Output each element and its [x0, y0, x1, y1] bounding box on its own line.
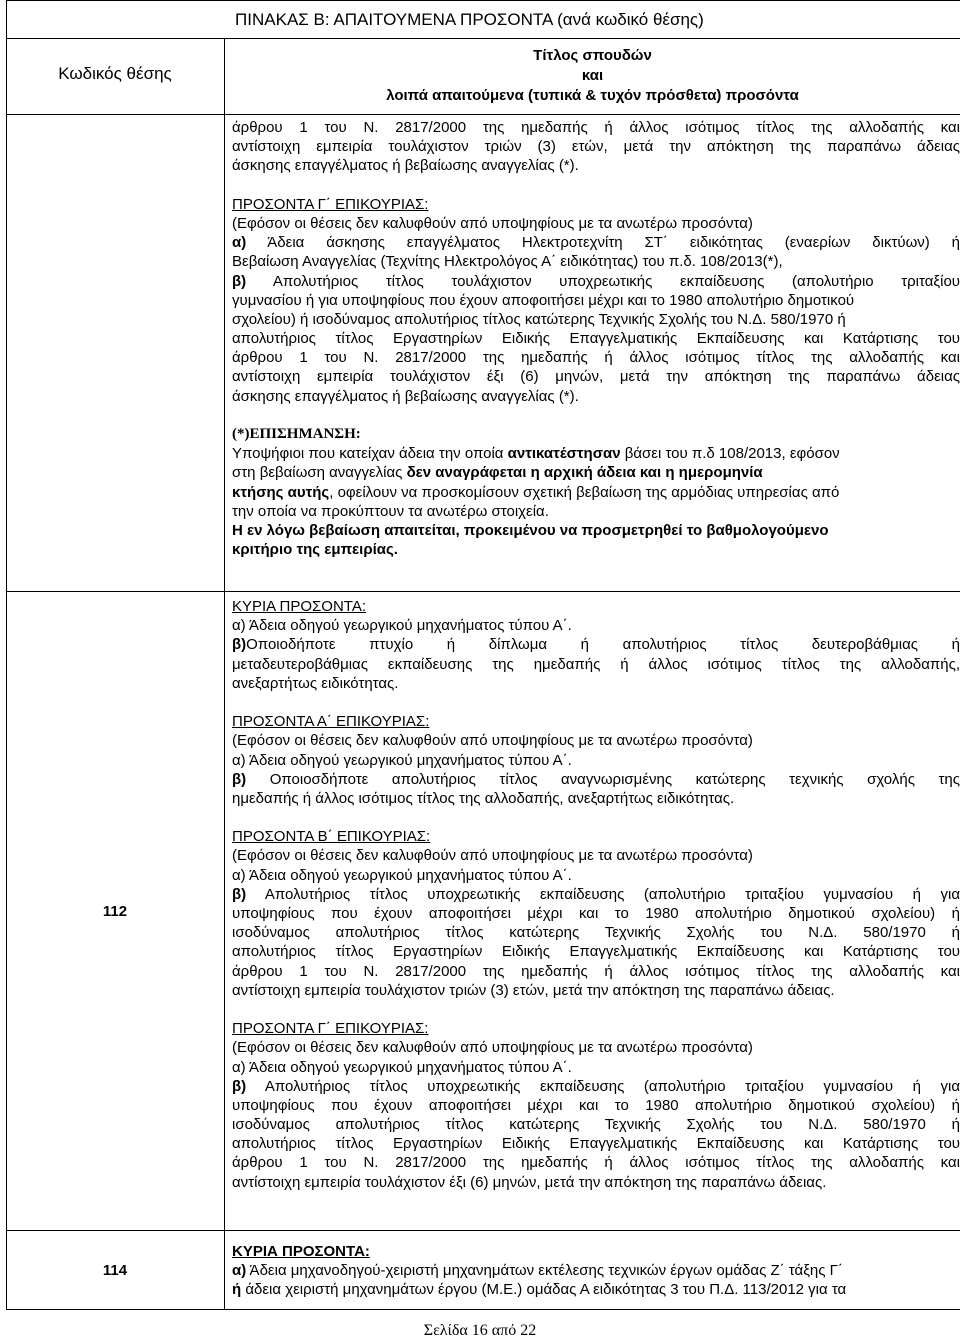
text-line: ημεδαπής ή άλλος ισότιμος τίτλος της αλλοδαπής, ανεξαρτήτως ειδικότητας.	[232, 789, 735, 807]
list-prefix: ή	[232, 1281, 242, 1299]
text-run: Οποιοδήποτε πτυχίο ή δίπλωμα ή απολυτήριος τίτλος δευτεροβάθμιας ή	[246, 636, 960, 654]
text-run: Απολυτήριος τίτλος τουλάχιστον υποχρεωτικής εκπαίδευσης (απολυτήριο τριταξίου	[272, 272, 960, 290]
note-line: κριτήριο της εμπειρίας.	[232, 541, 398, 559]
text-line	[232, 1261, 960, 1280]
section-heading-gamma: ΠΡΟΣΟΝΤΑ Γ΄ ΕΠΙΚΟΥΡΙΑΣ:	[232, 1020, 429, 1038]
page-number: Σελίδα 16 από 22	[423, 1322, 537, 1339]
text-line	[232, 635, 960, 654]
text-line	[232, 885, 960, 904]
text-line: (Εφόσον οι θέσεις δεν καλυφθούν από υποψηφίους με τα ανωτέρω προσόντα)	[232, 1039, 753, 1057]
list-prefix: β)	[232, 770, 247, 788]
text-run: βάσει του π.δ 108/2013, εφόσον	[620, 445, 840, 463]
text-line: αντίστοιχη εμπειρία τουλάχιστον έξι (6) μηνών, μετά την απόκτηση της παραπάνω άδειας	[232, 368, 960, 386]
note-line: Η εν λόγω βεβαίωση απαιτείται, προκειμένου να προσμετρηθεί το βαθμολογούμενο	[232, 521, 829, 539]
text-line	[232, 272, 960, 291]
text-run-bold: αντικατέστησαν	[507, 445, 621, 463]
text-line: ανεξαρτήτως ειδικότητας.	[232, 674, 399, 692]
list-prefix: β)	[232, 636, 247, 654]
text-line: (Εφόσον οι θέσεις δεν καλυφθούν από υποψηφίους με τα ανωτέρω προσόντα)	[232, 847, 753, 865]
text-line	[232, 1077, 960, 1096]
section-heading-main: ΚΥΡΙΑ ΠΡΟΣΟΝΤΑ:	[232, 1243, 370, 1260]
text-line: υποψηφίους που έχουν αποφοιτήσει μέχρι και το 1980 απολυτήριο δημοτικού σχολείου) ή	[232, 1096, 960, 1114]
column-divider	[224, 38, 225, 1310]
text-line: απολυτήριος τίτλος Εργαστηρίων Ειδικής Επαγγελματικής Εκπαίδευσης και Κατάρτισης του	[232, 330, 960, 348]
text-line: άρθρου 1 του Ν. 2817/2000 της ημεδαπής ή άλλος ισότιμος τίτλος της αλλοδαπής και	[232, 962, 960, 980]
text-line: ισοδύναμος απολυτήριος τίτλος κατώτερης Τεχνικής Σχολής του Ν.Δ. 580/1970 ή	[232, 924, 960, 942]
section-heading-alpha: ΠΡΟΣΟΝΤΑ Α΄ ΕΠΙΚΟΥΡΙΑΣ:	[232, 713, 430, 731]
text-run: Οποιοσδήποτε απολυτήριος τίτλος αναγνωρισμένης κατώτερης τεχνικής σχολής της	[246, 770, 960, 788]
column-header-title-line1: Τίτλος σπουδών	[533, 47, 652, 64]
text-line: α) Άδεια οδηγού γεωργικού μηχανήματος τύπου Α΄.	[232, 1058, 572, 1076]
text-line: Βεβαίωση Αναγγελίας (Τεχνίτης Ηλεκτρολόγος Α΄ ειδικότητας) του π.δ. 108/2013(*),	[232, 253, 783, 271]
text-line: υποψηφίους που έχουν αποφοιτήσει μέχρι και το 1980 απολυτήριο δημοτικού σχολείου) ή	[232, 905, 960, 922]
text-line: μεταδευτεροβάθμιας εκπαίδευσης της ημεδαπής ή άλλος ισότιμος τίτλος της αλλοδαπής,	[232, 655, 960, 673]
text-line: α) Άδεια οδηγού γεωργικού μηχανήματος τύπου Α΄.	[232, 751, 572, 769]
table-border-header	[6, 114, 960, 115]
text-line: α) Άδεια οδηγού γεωργικού μηχανήματος τύπου Α΄.	[232, 866, 572, 884]
text-line: ισοδύναμος απολυτήριος τίτλος κατώτερης Τεχνικής Σχολής του Ν.Δ. 580/1970 ή	[232, 1116, 960, 1134]
note-heading: (*)ΕΠΙΣΗΜΑΝΣΗ:	[232, 426, 361, 442]
note-line	[232, 444, 960, 463]
section-heading-gamma: ΠΡΟΣΟΝΤΑ Γ΄ ΕΠΙΚΟΥΡΙΑΣ:	[232, 195, 429, 213]
table-title: ΠΙΝΑΚΑΣ Β: ΑΠΑΙΤΟΥΜΕΝΑ ΠΡΟΣΟΝΤΑ (ανά κωδικό θέσης)	[235, 10, 704, 29]
column-header-title-line3: λοιπά απαιτούμενα (τυπικά & τυχόν πρόσθετα) προσόντα	[386, 87, 799, 104]
text-line: α) Άδεια οδηγού γεωργικού μηχανήματος τύπου Α΄.	[232, 617, 572, 635]
list-prefix: α)	[232, 1262, 247, 1280]
text-run: Απολυτήριος τίτλος υποχρεωτικής εκπαίδευσης (απολυτήριο τριταξίου γυμνασίου ή για	[246, 885, 960, 903]
table-border-title	[6, 38, 960, 39]
note-line	[232, 463, 960, 482]
text-line: άρθρου 1 του Ν. 2817/2000 της ημεδαπής ή άλλος ισότιμος τίτλος της αλλοδαπής και	[232, 119, 960, 136]
column-header-title	[225, 46, 960, 106]
text-line	[232, 1280, 960, 1299]
row-112-content	[232, 597, 960, 1192]
text-run: Άδεια άσκησης επαγγέλματος Ηλεκτροτεχνίτη ΣΤ΄ ειδικότητας (εναερίων δικτύων) ή	[267, 234, 960, 252]
text-line: (Εφόσον οι θέσεις δεν καλυφθούν από υποψηφίους με τα ανωτέρω προσόντα)	[232, 214, 753, 232]
text-run: Υποψήφιοι που κατείχαν άδεια την οποία	[232, 445, 508, 463]
text-line: άσκησης επαγγέλματος ή βεβαίωσης αναγγελίας (*).	[232, 387, 579, 405]
position-code-114: 114	[102, 1262, 128, 1279]
text-line: γυμνασίου ή για υποψηφίους που έχουν αποφοιτήσει μέχρι και το 1980 απολυτήριο δημοτικού	[232, 291, 855, 309]
text-line: απολυτήριος τίτλος Εργαστηρίων Ειδικής Επαγγελματικής Εκπαίδευσης και Κατάρτισης του	[232, 1135, 960, 1153]
text-line: (Εφόσον οι θέσεις δεν καλυφθούν από υποψηφίους με τα ανωτέρω προσόντα)	[232, 732, 753, 750]
row-divider-114	[6, 1230, 960, 1231]
table-border-top	[6, 0, 960, 1]
text-run: άδεια χειριστή μηχανημάτων έργου (Μ.Ε.) ομάδας Α ειδικότητας 3 του Π.Δ. 113/2012 για τα	[241, 1281, 847, 1299]
text-line	[232, 233, 960, 252]
note-line	[232, 483, 960, 502]
text-line: αντίστοιχη εμπειρία τουλάχιστον τριών (3) ετών, μετά την απόκτηση της παραπάνω άδειας	[232, 138, 960, 156]
row-divider-112	[6, 591, 960, 592]
text-line	[232, 770, 960, 789]
row-continued-content	[232, 118, 960, 559]
list-prefix: β)	[232, 1077, 247, 1095]
text-line: απολυτήριος τίτλος Εργαστηρίων Ειδικής Επαγγελματικής Εκπαίδευσης και Κατάρτισης του	[232, 943, 960, 961]
text-line: άρθρου 1 του Ν. 2817/2000 της ημεδαπής ή άλλος ισότιμος τίτλος της αλλοδαπής και	[232, 1154, 960, 1172]
position-code-112: 112	[102, 903, 128, 920]
text-run: , οφείλουν να προσκομίσουν σχετική βεβαίωση της αρμόδιας υπηρεσίας από	[329, 483, 840, 501]
column-header-title-line2: και	[581, 67, 604, 84]
note-line: την οποία να προκύπτουν τα ανωτέρω στοιχεία.	[232, 502, 549, 520]
text-line: άρθρου 1 του Ν. 2817/2000 της ημεδαπής ή άλλος ισότιμος τίτλος της αλλοδαπής και	[232, 349, 960, 367]
list-prefix: β)	[232, 272, 247, 290]
text-run-bold: δεν αναγράφεται η αρχική άδεια και η ημερομηνία	[406, 464, 763, 482]
text-line: αντίστοιχη εμπειρία τουλάχιστον τριών (3) ετών, μετά την απόκτηση της παραπάνω άδειας.	[232, 981, 835, 999]
text-line: άσκησης επαγγέλματος ή βεβαίωσης αναγγελίας (*).	[232, 157, 579, 175]
text-run: Άδεια μηχανοδηγού-χειριστή μηχανημάτων εκτέλεσης τεχνικών έργων ομάδας Ζ΄ τάξης Γ΄	[246, 1262, 843, 1280]
column-header-code: Κωδικός θέσης	[58, 64, 172, 83]
text-line: αντίστοιχη εμπειρία τουλάχιστον έξι (6) μηνών, μετά την απόκτηση της παραπάνω άδειας.	[232, 1173, 827, 1191]
section-heading-main: ΚΥΡΙΑ ΠΡΟΣΟΝΤΑ:	[232, 598, 367, 615]
section-heading-beta: ΠΡΟΣΟΝΤΑ Β΄ ΕΠΙΚΟΥΡΙΑΣ:	[232, 828, 431, 846]
text-run: στη βεβαίωση αναγγελίας	[232, 464, 407, 482]
row-114-content	[232, 1242, 960, 1300]
list-prefix: β)	[232, 885, 247, 903]
table-border-bottom	[6, 1309, 960, 1310]
text-run: Απολυτήριος τίτλος υποχρεωτικής εκπαίδευσης (απολυτήριο τριταξίου γυμνασίου ή για	[246, 1077, 960, 1095]
text-run-bold: κτήσης αυτής	[232, 483, 330, 501]
list-prefix: α)	[232, 234, 247, 252]
text-line: σχολείου) ή ισοδύναμος απολυτήριος τίτλος κατώτερης Τεχνικής Σχολής του Ν.Δ. 580/1970 ή	[232, 310, 846, 328]
